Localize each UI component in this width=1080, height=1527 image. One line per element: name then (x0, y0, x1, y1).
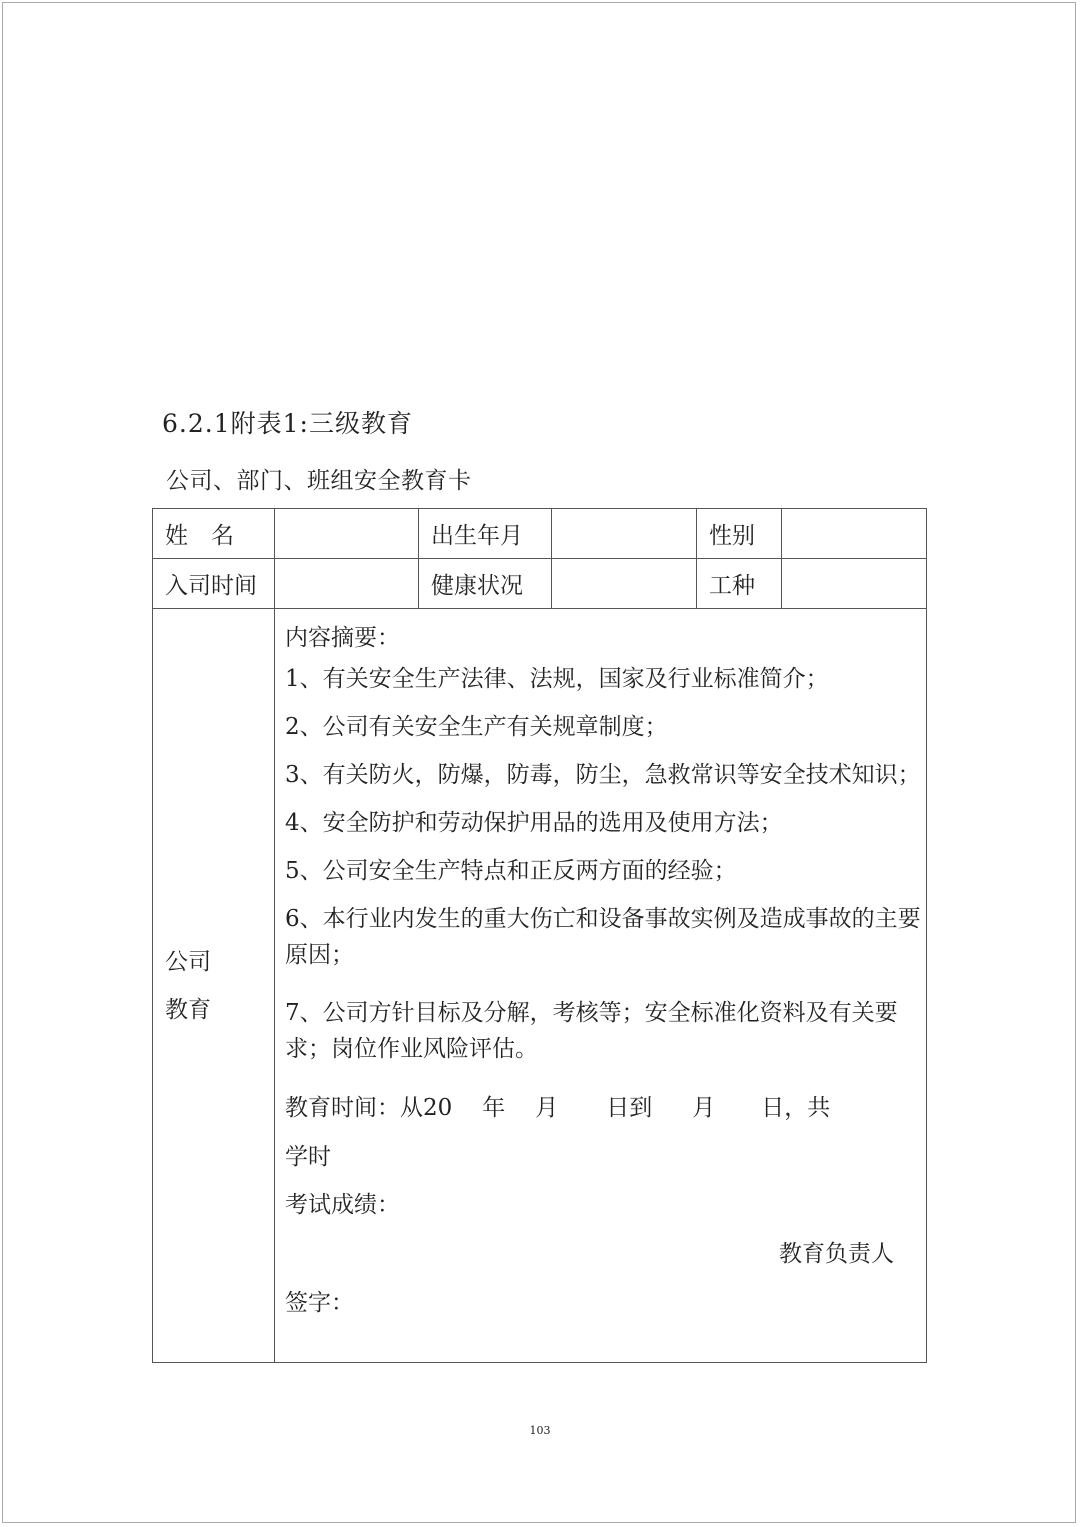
content-item-5: 5、公司安全生产特点和正反两方面的经验； (285, 858, 737, 884)
company-label-line1: 公司 (165, 948, 211, 975)
education-time-day-total: 日，共 (761, 1095, 831, 1121)
education-card-table (152, 508, 927, 1363)
job-type-value-field[interactable] (782, 559, 927, 609)
content-item-4: 4、安全防护和劳动保护用品的选用及使用方法； (285, 810, 783, 836)
card-title: 公司、部门、班组安全教育卡 (166, 468, 472, 494)
content-item-6: 6、本行业内发生的重大伤亡和设备事故实例及造成事故的主要原因； (285, 906, 921, 968)
join-date-value-field[interactable] (275, 559, 419, 609)
education-time-day-to: 日到 (606, 1095, 653, 1121)
education-time-line (285, 1083, 926, 1133)
gender-value-field[interactable] (782, 509, 927, 559)
summary-label: 内容摘要： (285, 625, 400, 651)
birth-value-field[interactable] (552, 509, 697, 559)
health-value-field[interactable] (552, 559, 697, 609)
education-time-month2: 月 (692, 1095, 716, 1121)
company-education-label (153, 609, 275, 1363)
birth-label: 出生年月 (419, 509, 552, 559)
content-item-1: 1、有关安全生产法律、法规，国家及行业标准简介； (285, 666, 829, 692)
content-item-7: 7、公司方针目标及分解，考核等；安全标准化资料及有关要求；岗位作业风险评估。 (285, 1000, 898, 1062)
table-row (153, 559, 927, 609)
exam-score-label: 考试成绩： (285, 1192, 400, 1218)
health-label: 健康状况 (419, 559, 552, 609)
join-date-label: 入司时间 (153, 559, 275, 609)
job-type-label: 工种 (697, 559, 782, 609)
education-responsible-label: 教育负责人 (779, 1241, 894, 1267)
education-time-prefix: 教育时间：从20 (285, 1095, 453, 1121)
study-hours-label: 学时 (285, 1144, 331, 1170)
company-label-line2: 教育 (165, 996, 211, 1023)
section-heading: 6.2.1附表1:三级教育 (162, 409, 413, 438)
content-item-3: 3、有关防火，防爆，防毒，防尘，急救常识等安全技术知识； (285, 762, 921, 788)
table-row (153, 609, 927, 1363)
content-item-2: 2、公司有关安全生产有关规章制度； (285, 714, 668, 740)
name-label: 姓 名 (153, 509, 275, 559)
education-time-month1: 月 (535, 1095, 559, 1121)
signature-label: 签字： (285, 1290, 354, 1316)
page-number: 103 (529, 1424, 551, 1437)
table-row (153, 509, 927, 559)
gender-label: 性别 (697, 509, 782, 559)
education-time-year: 年 (482, 1095, 506, 1121)
company-education-content (275, 609, 927, 1363)
name-value-field[interactable] (275, 509, 419, 559)
